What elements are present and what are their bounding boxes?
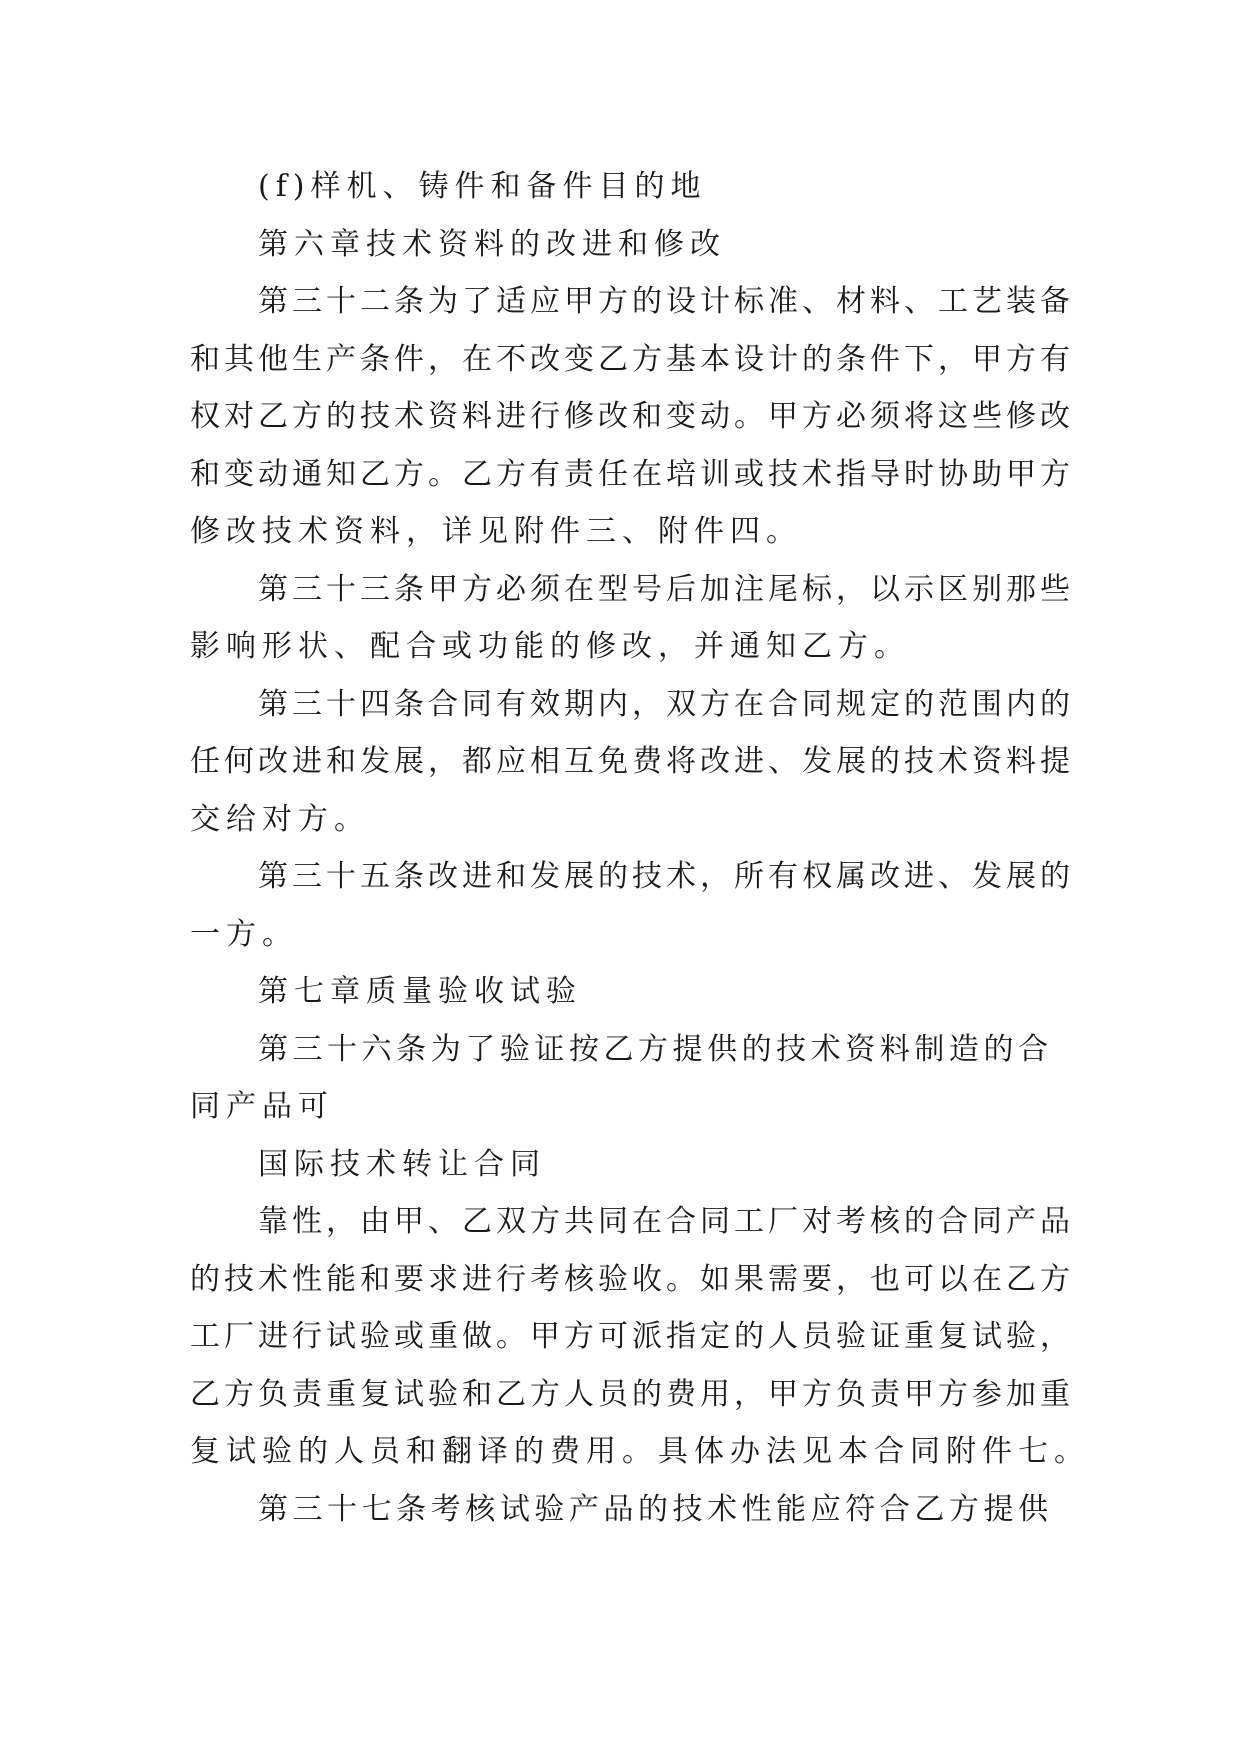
text-line: 工厂进行试验或重做。甲方可派指定的人员验证重复试验， (190, 1319, 1074, 1354)
text-line: 第三十三条甲方必须在型号后加注尾标，以示区别那些 (258, 571, 1074, 607)
text-line: 复试验的人员和翻译的费用。具体办法见本合同附件七。 (190, 1434, 1090, 1469)
text-line: 一方。 (190, 916, 298, 952)
text-line: 第三十七条考核试验产品的技术性能应符合乙方提供 (258, 1491, 1052, 1527)
text-line: 第三十二条为了适应甲方的设计标准、材料、工艺装备 (258, 284, 1074, 319)
text-line: 同产品可 (190, 1089, 334, 1124)
document-body (190, 158, 1090, 1538)
text-line: (f)样机、铸件和备件目的地 (258, 169, 707, 204)
text-line: 和其他生产条件，在不改变乙方基本设计的条件下，甲方有 (190, 341, 1074, 377)
text-line: 修改技术资料，详见附件三、附件四。 (190, 514, 802, 549)
text-line: 和变动通知乙方。乙方有责任在培训或技术指导时协助甲方 (190, 456, 1074, 492)
text-line: 任何改进和发展，都应相互免费将改进、发展的技术资料提 (190, 744, 1074, 779)
text-line: 乙方负责重复试验和乙方人员的费用，甲方负责甲方参加重 (190, 1376, 1074, 1412)
text-line: 第三十六条为了验证按乙方提供的技术资料制造的合 (258, 1031, 1052, 1067)
text-line: 权对乙方的技术资料进行修改和变动。甲方必须将这些修改 (190, 399, 1074, 434)
text-line: 第三十五条改进和发展的技术，所有权属改进、发展的 (258, 859, 1074, 894)
text-line: 靠性，由甲、乙双方共同在合同工厂对考核的合同产品 (258, 1204, 1074, 1239)
text-line: 的技术性能和要求进行考核验收。如果需要，也可以在乙方 (190, 1261, 1074, 1297)
chapter-heading: 第七章质量验收试验 (258, 974, 582, 1009)
document-title-line: 国际技术转让合同 (258, 1146, 546, 1182)
chapter-heading: 第六章技术资料的改进和修改 (258, 226, 726, 262)
text-line: 交给对方。 (190, 801, 370, 837)
text-line: 第三十四条合同有效期内，双方在合同规定的范围内的 (258, 686, 1074, 722)
text-line: 影响形状、配合或功能的修改，并通知乙方。 (190, 629, 910, 664)
